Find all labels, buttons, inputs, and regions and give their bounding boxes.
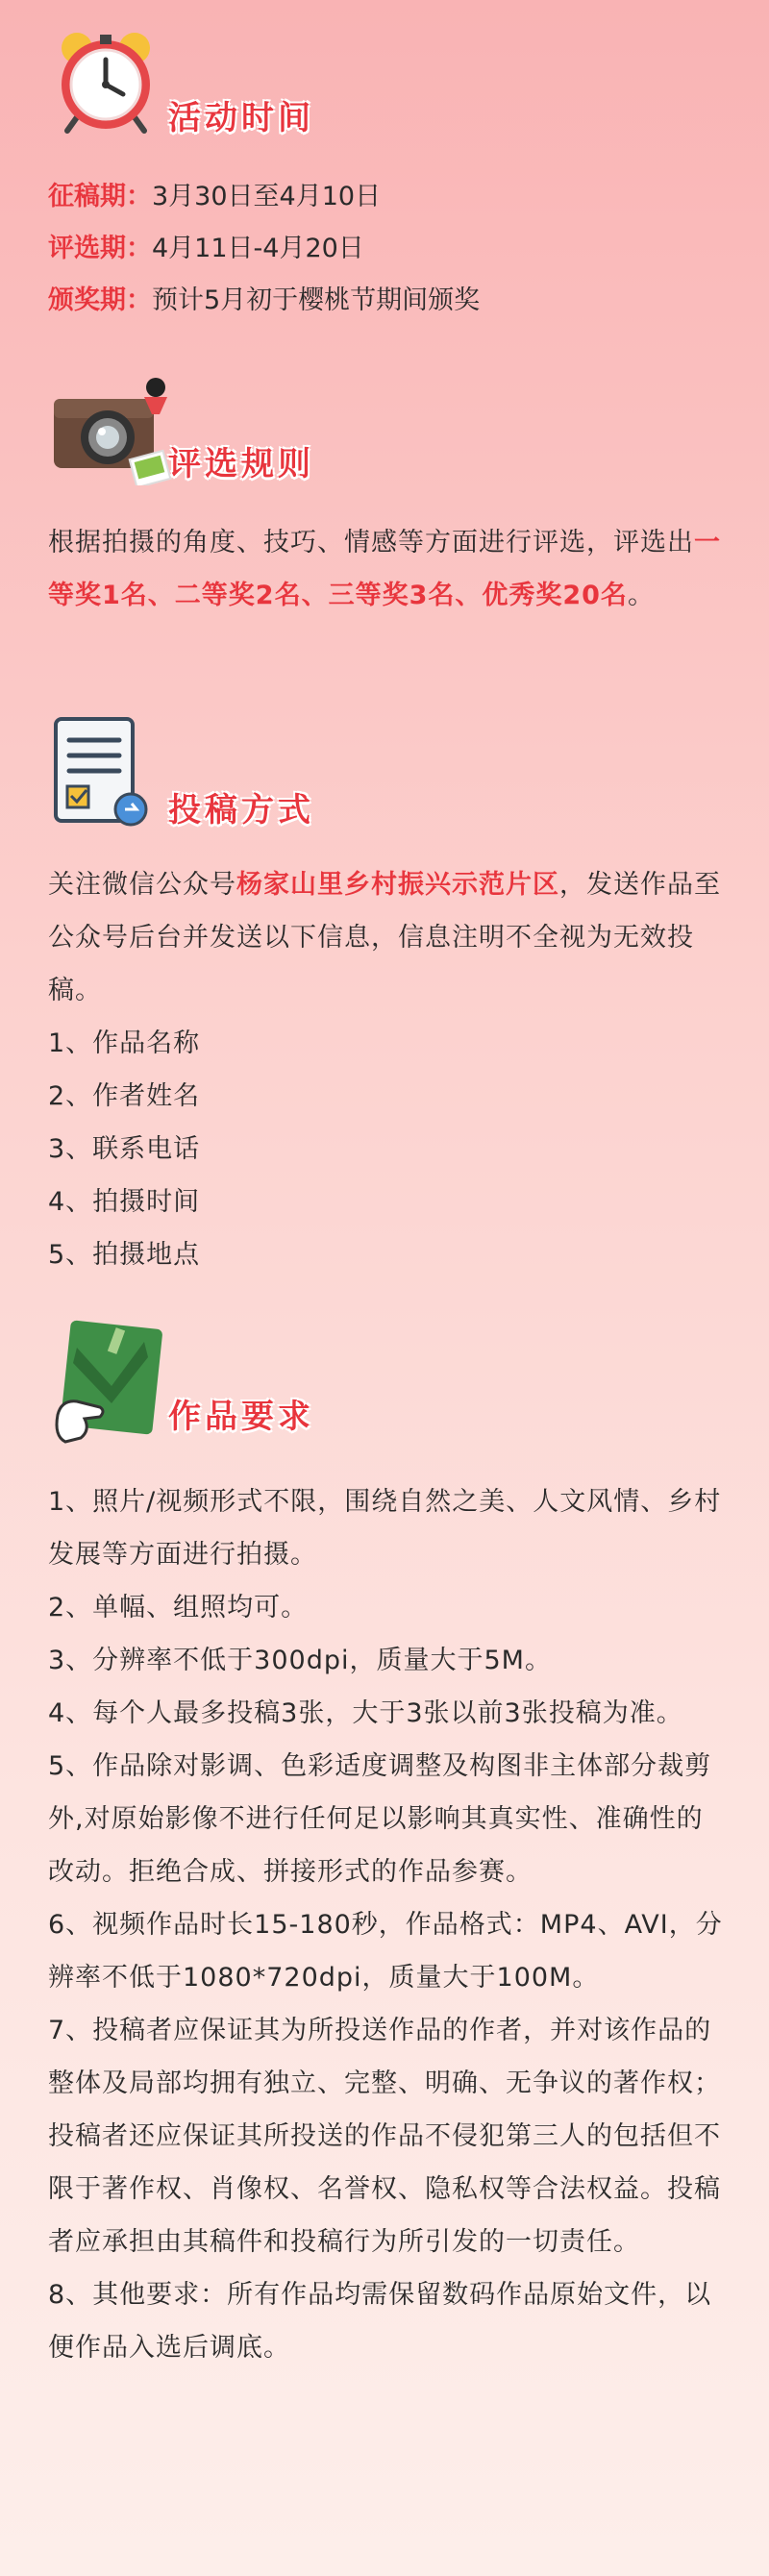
alarm-clock-icon [48, 21, 163, 140]
submission-item: 1、作品名称 [48, 1028, 201, 1058]
activity-row-value: 预计5月初于樱桃节期间颁奖 [152, 285, 481, 315]
activity-row-collect [48, 171, 731, 223]
requirement-item: 1、照片/视频形式不限，围绕自然之美、人文风情、乡村发展等方面进行拍摄。 [48, 1487, 722, 1570]
submission-item: 4、拍摄时间 [48, 1187, 201, 1217]
activity-row-label: 评选期： [48, 234, 152, 263]
requirement-item: 5、作品除对影调、色彩适度调整及构图非主体部分裁剪外,对原始影像不进行任何足以影响其真实性、准确性的改动。拒绝合成、拼接形式的作品参赛。 [48, 1751, 712, 1887]
requirement-item: 7、投稿者应保证其为所投送作品的作者，并对该作品的整体及局部均拥有独立、完整、明确、无争议的著作权；投稿者还应保证其所投送的作品不侵犯第三人的包括但不限于著作权、肖像权、名誉权、隐私权等合法权益。投稿者应承担由其稿件和投稿行为所引发的一切责任。 [48, 2016, 721, 2257]
requirement-item: 2、单幅、组照均可。 [48, 1593, 309, 1622]
document-check-icon [48, 713, 154, 842]
rules-title: 评选规则 [168, 445, 314, 483]
requirement-item: 8、其他要求：所有作品均需保留数码作品原始文件，以便作品入选后调底。 [48, 2280, 712, 2363]
activity-row-value: 4月11日-4月20日 [152, 234, 364, 263]
submission-item: 2、作者姓名 [48, 1081, 201, 1111]
rules-highlight: 一等奖1名、二等奖2名、三等奖3名、优秀奖20名 [48, 528, 721, 610]
submission-text [48, 858, 726, 1281]
requirements-title: 作品要求 [168, 1398, 314, 1436]
activity-row-value: 3月30日至4月10日 [152, 182, 382, 211]
submission-text-before: 关注微信公众号 [48, 870, 236, 900]
rules-text [48, 516, 726, 622]
rules-text-after: 。 [627, 581, 655, 610]
requirement-item: 4、每个人最多投稿3张，大于3张以前3张投稿为准。 [48, 1698, 683, 1728]
submission-highlight: 杨家山里乡村振兴示范片区 [236, 870, 559, 900]
rules-text-before: 根据拍摄的角度、技巧、情感等方面进行评选，评选出 [48, 528, 694, 557]
activity-row-award [48, 275, 731, 327]
submission-item: 5、拍摄地点 [48, 1240, 201, 1270]
activity-row-judge [48, 223, 731, 275]
submission-text-after: ，发送作品至公众号后台并发送以下信息，信息注明不全视为无效投稿。 [48, 870, 721, 1005]
submission-title: 投稿方式 [168, 791, 314, 830]
requirement-item: 6、视频作品时长15-180秒，作品格式：MP4、AVI，分辨率不低于1080*720dpi，质量大于100M。 [48, 1910, 723, 1993]
camera-icon [48, 370, 173, 489]
requirements-list [48, 1475, 726, 2374]
photo-hand-icon [48, 1319, 163, 1457]
activity-title: 活动时间 [168, 99, 314, 137]
activity-row-label: 征稿期： [48, 182, 152, 211]
activity-row-label: 颁奖期： [48, 285, 152, 315]
requirement-item: 3、分辨率不低于300dpi，质量大于5M。 [48, 1646, 552, 1675]
submission-item: 3、联系电话 [48, 1134, 201, 1164]
